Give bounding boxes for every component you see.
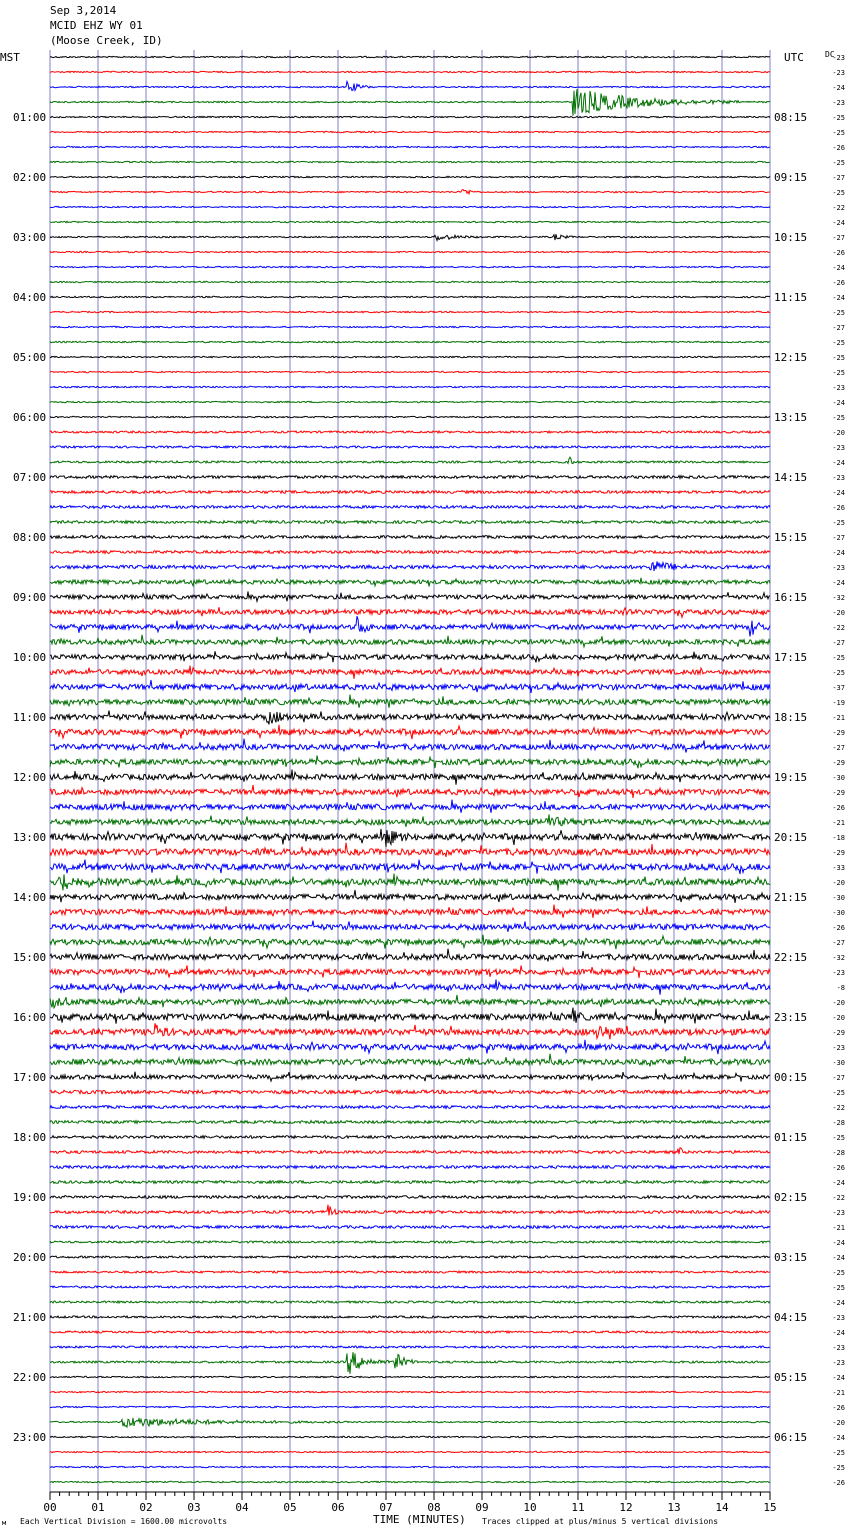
dc-offset-label: -24: [832, 1374, 845, 1382]
trace-83: [50, 1301, 770, 1303]
hour-label-right: 01:15: [774, 1131, 808, 1144]
dc-offset-label: -29: [832, 1029, 845, 1037]
hour-label-left: 20:00: [13, 1251, 47, 1264]
trace-1: [50, 71, 770, 72]
dc-offset-label: -24: [832, 549, 845, 557]
hour-label-left: 14:00: [13, 891, 47, 904]
trace-46: [50, 739, 770, 753]
hour-label-right: 14:15: [774, 471, 808, 484]
trace-76: [50, 1196, 770, 1199]
trace-62: [50, 980, 770, 995]
hour-label-right: 17:15: [774, 651, 808, 664]
trace-90: [50, 1406, 770, 1407]
trace-63: [50, 995, 770, 1008]
dc-offset-label: -20: [832, 1014, 845, 1022]
trace-70: [50, 1106, 770, 1109]
x-tick-label: 06: [331, 1501, 345, 1514]
hour-label-left: 17:00: [13, 1071, 47, 1084]
dc-offset-label: -25: [832, 519, 845, 527]
trace-14: [50, 266, 770, 267]
dc-offset-label: -29: [832, 729, 845, 737]
hour-label-right: 18:15: [774, 711, 808, 724]
header-date: Sep 3,2014: [50, 4, 117, 17]
trace-58: [50, 921, 770, 932]
dc-offset-label: -30: [832, 909, 845, 917]
trace-20: [50, 356, 770, 357]
dc-offset-label: -23: [832, 969, 845, 977]
dc-offset-label: -25: [832, 369, 845, 377]
dc-offset-label: -24: [832, 1179, 845, 1187]
hour-label-left: 23:00: [13, 1431, 47, 1444]
dc-offset-label: -23: [832, 474, 845, 482]
trace-55: [50, 874, 770, 891]
dc-offset-label: -23: [832, 99, 845, 107]
dc-offset-label: -21: [832, 1224, 845, 1232]
trace-65: [50, 1023, 770, 1039]
trace-44: [50, 711, 770, 725]
dc-offset-label: -23: [832, 564, 845, 572]
trace-94: [50, 1466, 770, 1467]
hour-label-right: 04:15: [774, 1311, 808, 1324]
trace-61: [50, 965, 770, 978]
trace-85: [50, 1331, 770, 1333]
trace-77: [50, 1205, 770, 1216]
trace-38: [50, 616, 770, 636]
trace-10: [50, 206, 770, 207]
trace-88: [50, 1376, 770, 1377]
hour-label-left: 03:00: [13, 231, 47, 244]
dc-offset-label: -25: [832, 339, 845, 347]
dc-offset-label: -27: [832, 1074, 845, 1082]
dc-offset-label: -23: [832, 69, 845, 77]
trace-74: [50, 1166, 770, 1169]
hour-label-left: 18:00: [13, 1131, 47, 1144]
trace-92: [50, 1436, 770, 1437]
hour-label-left: 01:00: [13, 111, 47, 124]
trace-36: [50, 591, 770, 601]
hour-label-right: 08:15: [774, 111, 808, 124]
hour-label-left: 08:00: [13, 531, 47, 544]
dc-offset-label: -23: [832, 444, 845, 452]
dc-offset-label: -26: [832, 1479, 845, 1487]
hour-label-right: 11:15: [774, 291, 808, 304]
dc-offset-label: -30: [832, 774, 845, 782]
trace-6: [50, 146, 770, 147]
dc-offset-label: -20: [832, 609, 845, 617]
trace-29: [50, 491, 770, 494]
hour-label-right: 00:15: [774, 1071, 808, 1084]
trace-54: [50, 860, 770, 874]
dc-offset-label: -26: [832, 279, 845, 287]
dc-offset-label: -24: [832, 399, 845, 407]
trace-60: [50, 949, 770, 962]
trace-3: [50, 89, 770, 116]
trace-56: [50, 890, 770, 903]
hour-label-left: 06:00: [13, 411, 47, 424]
trace-15: [50, 281, 770, 282]
dc-offset-label: -22: [832, 204, 845, 212]
x-tick-label: 05: [283, 1501, 297, 1514]
dc-offset-label: -23: [832, 1359, 845, 1367]
hour-label-left: 10:00: [13, 651, 47, 664]
hour-label-right: 12:15: [774, 351, 808, 364]
x-tick-label: 03: [187, 1501, 201, 1514]
dc-offset-label: -33: [832, 864, 845, 872]
dc-offset-label: -29: [832, 759, 845, 767]
trace-13: [50, 251, 770, 252]
x-tick-label: 00: [43, 1501, 57, 1514]
trace-16: [50, 296, 770, 297]
trace-79: [50, 1241, 770, 1243]
hour-label-right: 09:15: [774, 171, 808, 184]
dc-offset-label: -26: [832, 1404, 845, 1412]
trace-27: [50, 457, 770, 463]
trace-86: [50, 1346, 770, 1348]
x-tick-label: 07: [379, 1501, 393, 1514]
dc-offset-label: -26: [832, 144, 845, 152]
trace-64: [50, 1008, 770, 1024]
left-zone-label: MST: [0, 51, 20, 64]
dc-offset-label: -24: [832, 294, 845, 302]
x-tick-label: 13: [667, 1501, 681, 1514]
dc-offset-label: -24: [832, 219, 845, 227]
hour-label-right: 20:15: [774, 831, 808, 844]
dc-offset-label: -19: [832, 699, 845, 707]
dc-offset-label: -24: [832, 459, 845, 467]
dc-offset-label: -26: [832, 924, 845, 932]
trace-72: [50, 1136, 770, 1139]
x-tick-label: 04: [235, 1501, 249, 1514]
dc-offset-label: -24: [832, 84, 845, 92]
hour-label-left: 19:00: [13, 1191, 47, 1204]
trace-75: [50, 1181, 770, 1184]
trace-19: [50, 341, 770, 342]
dc-offset-label: -28: [832, 1119, 845, 1127]
dc-offset-label: -23: [832, 1209, 845, 1217]
dc-offset-label: -8: [836, 984, 845, 992]
dc-offset-label: -37: [832, 684, 845, 692]
trace-33: [50, 551, 770, 554]
dc-offset-label: -25: [832, 1134, 845, 1142]
dc-offset-label: -26: [832, 249, 845, 257]
dc-offset-label: -25: [832, 414, 845, 422]
dc-offset-label: -23: [832, 1314, 845, 1322]
trace-51: [50, 814, 770, 826]
dc-offset-label: -27: [832, 534, 845, 542]
dc-offset-label: -26: [832, 1164, 845, 1172]
dc-offset-label: -27: [832, 174, 845, 182]
trace-28: [50, 476, 770, 479]
dc-offset-label: -22: [832, 1104, 845, 1112]
trace-2: [50, 82, 770, 91]
trace-53: [50, 843, 770, 857]
trace-71: [50, 1121, 770, 1124]
trace-69: [50, 1090, 770, 1093]
trace-66: [50, 1040, 770, 1054]
hour-label-right: 21:15: [774, 891, 808, 904]
hour-label-right: 19:15: [774, 771, 808, 784]
trace-23: [50, 401, 770, 402]
trace-24: [50, 416, 770, 417]
hour-label-right: 06:15: [774, 1431, 808, 1444]
trace-80: [50, 1256, 770, 1258]
dc-offset-label: -27: [832, 324, 845, 332]
trace-18: [50, 326, 770, 327]
dc-offset-label: -25: [832, 114, 845, 122]
dc-header: DC: [825, 50, 835, 59]
dc-offset-label: -24: [832, 1239, 845, 1247]
hour-label-right: 16:15: [774, 591, 808, 604]
dc-offset-label: -24: [832, 264, 845, 272]
trace-67: [50, 1054, 770, 1067]
dc-offset-label: -27: [832, 639, 845, 647]
dc-offset-label: -30: [832, 1059, 845, 1067]
trace-43: [50, 695, 770, 708]
dc-offset-label: -25: [832, 1449, 845, 1457]
trace-57: [50, 905, 770, 918]
dc-offset-label: -24: [832, 1434, 845, 1442]
trace-47: [50, 756, 770, 769]
trace-25: [50, 431, 770, 433]
dc-offset-label: -24: [832, 1329, 845, 1337]
dc-offset-label: -23: [832, 1044, 845, 1052]
x-axis-title: TIME (MINUTES): [373, 1513, 466, 1526]
trace-93: [50, 1451, 770, 1452]
trace-78: [50, 1226, 770, 1229]
dc-offset-label: -29: [832, 789, 845, 797]
trace-22: [50, 386, 770, 387]
trace-21: [50, 371, 770, 372]
trace-34: [50, 561, 770, 571]
dc-offset-label: -18: [832, 834, 845, 842]
x-tick-label: 02: [139, 1501, 153, 1514]
trace-52: [50, 829, 770, 847]
dc-offset-label: -25: [832, 1089, 845, 1097]
trace-30: [50, 506, 770, 509]
right-zone-label: UTC: [784, 51, 804, 64]
dc-offset-label: -25: [832, 159, 845, 167]
x-tick-label: 11: [571, 1501, 585, 1514]
hour-label-right: 23:15: [774, 1011, 808, 1024]
trace-17: [50, 311, 770, 312]
dc-offset-label: -22: [832, 624, 845, 632]
x-tick-label: 15: [763, 1501, 777, 1514]
dc-offset-label: -25: [832, 129, 845, 137]
hour-label-left: 04:00: [13, 291, 47, 304]
trace-48: [50, 770, 770, 785]
dc-offset-label: -26: [832, 804, 845, 812]
dc-offset-label: -25: [832, 669, 845, 677]
footer-left: Each Vertical Division = 1600.00 microvolts: [20, 1517, 228, 1526]
dc-offset-label: -27: [832, 234, 845, 242]
trace-68: [50, 1072, 770, 1082]
trace-81: [50, 1271, 770, 1273]
dc-offset-label: -21: [832, 1389, 845, 1397]
dc-offset-label: -25: [832, 189, 845, 197]
trace-59: [50, 935, 770, 949]
hour-label-right: 15:15: [774, 531, 808, 544]
dc-offset-label: -24: [832, 1299, 845, 1307]
trace-87: [50, 1352, 770, 1374]
trace-49: [50, 785, 770, 798]
hour-label-right: 05:15: [774, 1371, 808, 1384]
trace-84: [50, 1316, 770, 1318]
dc-offset-label: -20: [832, 1419, 845, 1427]
hour-label-left: 07:00: [13, 471, 47, 484]
hour-label-right: 22:15: [774, 951, 808, 964]
trace-73: [50, 1148, 770, 1154]
hour-label-right: 02:15: [774, 1191, 808, 1204]
hour-label-left: 02:00: [13, 171, 47, 184]
dc-offset-label: -23: [832, 384, 845, 392]
trace-39: [50, 635, 770, 647]
dc-offset-label: -20: [832, 429, 845, 437]
dc-offset-label: -21: [832, 819, 845, 827]
dc-offset-label: -25: [832, 1269, 845, 1277]
trace-89: [50, 1391, 770, 1392]
trace-45: [50, 725, 770, 739]
dc-offset-label: -24: [832, 1254, 845, 1262]
trace-35: [50, 578, 770, 587]
hour-label-left: 11:00: [13, 711, 47, 724]
dc-offset-label: -25: [832, 354, 845, 362]
header-station: MCID EHZ WY 01: [50, 19, 143, 32]
dc-offset-label: -27: [832, 744, 845, 752]
trace-12: [50, 234, 770, 240]
dc-offset-label: -25: [832, 1464, 845, 1472]
dc-offset-label: -24: [832, 579, 845, 587]
trace-91: [50, 1418, 770, 1427]
dc-offset-label: -27: [832, 939, 845, 947]
hour-label-left: 21:00: [13, 1311, 47, 1324]
trace-26: [50, 446, 770, 448]
trace-4: [50, 116, 770, 117]
trace-group: [50, 56, 770, 1482]
trace-0: [50, 56, 770, 57]
hour-label-right: 03:15: [774, 1251, 808, 1264]
hour-label-right: 13:15: [774, 411, 808, 424]
dc-offset-label: -32: [832, 594, 845, 602]
x-tick-label: 09: [475, 1501, 489, 1514]
trace-9: [50, 190, 770, 194]
dc-offset-label: -22: [832, 1194, 845, 1202]
x-tick-label: 12: [619, 1501, 633, 1514]
dc-offset-label: -21: [832, 714, 845, 722]
hour-label-left: 22:00: [13, 1371, 47, 1384]
hour-label-right: 10:15: [774, 231, 808, 244]
trace-42: [50, 680, 770, 693]
trace-8: [50, 176, 770, 177]
hour-label-left: 12:00: [13, 771, 47, 784]
trace-7: [50, 161, 770, 162]
hour-label-left: 13:00: [13, 831, 47, 844]
dc-offset-label: -24: [832, 489, 845, 497]
trace-50: [50, 800, 770, 813]
trace-41: [50, 666, 770, 679]
hour-label-left: 05:00: [13, 351, 47, 364]
dc-offset-label: -29: [832, 849, 845, 857]
hour-label-left: 16:00: [13, 1011, 47, 1024]
trace-31: [50, 521, 770, 524]
hour-label-left: 15:00: [13, 951, 47, 964]
footer-mark: м: [2, 1519, 7, 1527]
x-tick-label: 14: [715, 1501, 729, 1514]
trace-37: [50, 607, 770, 617]
trace-5: [50, 131, 770, 132]
x-tick-label: 01: [91, 1501, 105, 1514]
dc-offset-label: -20: [832, 999, 845, 1007]
dc-offset-label: -25: [832, 654, 845, 662]
trace-40: [50, 651, 770, 662]
trace-11: [50, 221, 770, 222]
dc-offset-label: -23: [832, 1344, 845, 1352]
dc-offset-label: -28: [832, 1149, 845, 1157]
dc-offset-label: -32: [832, 954, 845, 962]
trace-82: [50, 1286, 770, 1288]
x-tick-label: 10: [523, 1501, 537, 1514]
dc-offset-label: -26: [832, 504, 845, 512]
dc-offset-label: -23: [832, 54, 845, 62]
dc-offset-label: -25: [832, 309, 845, 317]
dc-offset-label: -30: [832, 894, 845, 902]
x-tick-label: 08: [427, 1501, 441, 1514]
trace-32: [50, 536, 770, 539]
footer-right: Traces clipped at plus/minus 5 vertical divisions: [482, 1517, 719, 1526]
dc-offset-label: -20: [832, 879, 845, 887]
dc-offset-label: -25: [832, 1284, 845, 1292]
header-location: (Moose Creek, ID): [50, 34, 163, 47]
trace-95: [50, 1481, 770, 1482]
hour-label-left: 09:00: [13, 591, 47, 604]
